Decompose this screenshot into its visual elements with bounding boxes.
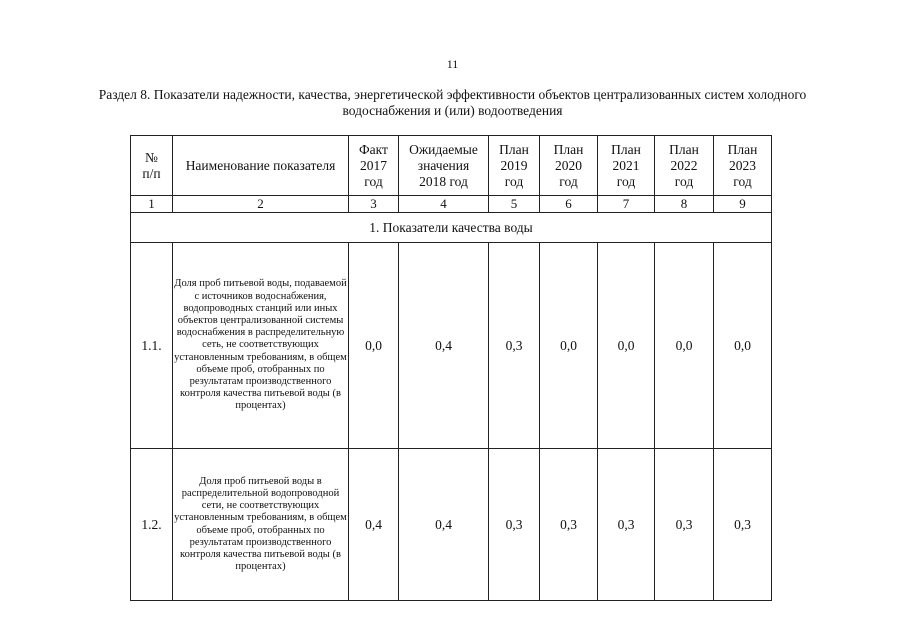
section-title-line2: водоснабжения и (или) водоотведения	[342, 103, 563, 118]
column-number: 8	[655, 196, 714, 213]
value-plan-2022: 0,3	[655, 449, 714, 601]
row-number: 1.2.	[131, 449, 173, 601]
header-col-plan-2022: План 2022 год	[655, 136, 714, 196]
column-number-row	[131, 196, 772, 213]
header-row	[131, 136, 772, 196]
header-col-plan-2020: План 2020 год	[540, 136, 598, 196]
column-number: 6	[540, 196, 598, 213]
column-number: 5	[489, 196, 540, 213]
value-expected-2018: 0,4	[399, 449, 489, 601]
section-heading-row	[131, 213, 772, 243]
value-plan-2020: 0,0	[540, 243, 598, 449]
indicators-table	[130, 135, 772, 601]
header-col-plan-2021: План 2021 год	[598, 136, 655, 196]
section-title-line1: Раздел 8. Показатели надежности, качества, энергетической эффективности объектов централизованных систем холодного	[98, 87, 807, 102]
value-plan-2019: 0,3	[489, 243, 540, 449]
column-number: 1	[131, 196, 173, 213]
column-number: 3	[349, 196, 399, 213]
header-col-expected-2018: Ожидаемые значения 2018 год	[399, 136, 489, 196]
value-plan-2021: 0,3	[598, 449, 655, 601]
value-plan-2022: 0,0	[655, 243, 714, 449]
page-number: 11	[446, 57, 459, 71]
value-fact-2017: 0,4	[349, 449, 399, 601]
value-plan-2021: 0,0	[598, 243, 655, 449]
header-col-no: № п/п	[131, 136, 173, 196]
value-plan-2020: 0,3	[540, 449, 598, 601]
section-heading: 1. Показатели качества воды	[131, 213, 772, 243]
header-col-fact-2017: Факт 2017 год	[349, 136, 399, 196]
header-col-name: Наименование показателя	[173, 136, 349, 196]
value-plan-2019: 0,3	[489, 449, 540, 601]
header-col-plan-2023: План 2023 год	[714, 136, 772, 196]
section-title	[40, 87, 865, 119]
header-col-plan-2019: План 2019 год	[489, 136, 540, 196]
indicator-name: Доля проб питьевой воды, подаваемой с источников водоснабжения, водопроводных станций или иных объектов централизованной системы водоснабжения в распределительную сеть, не соответствующих установленным требованиям, в общем объеме проб, отобранных по результатам производственного контроля качества питьевой воды (в процентах)	[173, 243, 349, 449]
table-row	[131, 243, 772, 449]
column-number: 7	[598, 196, 655, 213]
indicator-name: Доля проб питьевой воды в распределительной водопроводной сети, не соответствующих установленным требованиям, в общем объеме проб, отобранных по результатам производственного контроля качества питьевой воды (в процентах)	[173, 449, 349, 601]
value-plan-2023: 0,0	[714, 243, 772, 449]
value-expected-2018: 0,4	[399, 243, 489, 449]
table-row	[131, 449, 772, 601]
value-fact-2017: 0,0	[349, 243, 399, 449]
column-number: 4	[399, 196, 489, 213]
column-number: 9	[714, 196, 772, 213]
column-number: 2	[173, 196, 349, 213]
row-number: 1.1.	[131, 243, 173, 449]
value-plan-2023: 0,3	[714, 449, 772, 601]
